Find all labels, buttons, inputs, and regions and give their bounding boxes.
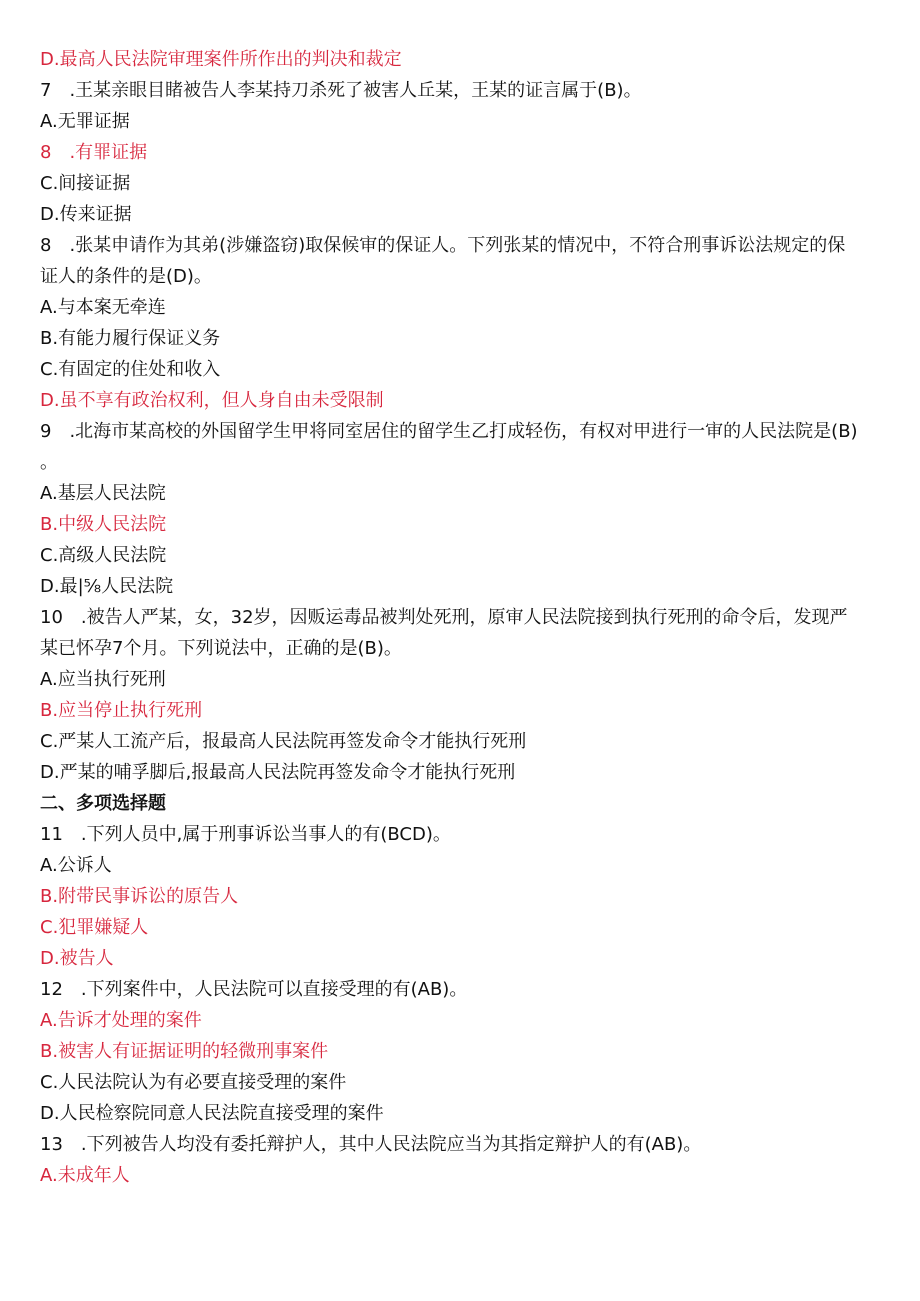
text-line: 7 .王某亲眼目睹被告人李某持刀杀死了被害人丘某，王某的证言属于(B)。 xyxy=(40,80,642,101)
document-page xyxy=(40,44,880,1191)
answer-line: C.犯罪嫌疑人 xyxy=(40,917,149,938)
text-line: C.有固定的住处和收入 xyxy=(40,359,221,380)
text-line: 11 .下列人员中,属于刑事诉讼当事人的有(BCD)。 xyxy=(40,824,451,845)
text-line: C.间接证据 xyxy=(40,173,131,194)
text-line: A.公诉人 xyxy=(40,855,112,876)
answer-line: B.附带民事诉讼的原告人 xyxy=(40,886,239,907)
text-line: A.与本案无牵连 xyxy=(40,297,166,318)
answer-line: A.未成年人 xyxy=(40,1165,130,1186)
text-line: C.高级人民法院 xyxy=(40,545,167,566)
answer-line: D.被告人 xyxy=(40,948,114,969)
answer-line: B.被害人有证据证明的轻微刑事案件 xyxy=(40,1041,329,1062)
answer-line: D.虽不享有政治权利，但人身自由未受限制 xyxy=(40,390,384,411)
answer-line: 8 .有罪证据 xyxy=(40,142,148,163)
text-line: D.传来证据 xyxy=(40,204,132,225)
text-line: D.严某的哺孚脚后,报最高人民法院再签发命令才能执行死刑 xyxy=(40,762,516,783)
text-line: 13 .下列被告人均没有委托辩护人，其中人民法院应当为其指定辩护人的有(AB)。 xyxy=(40,1134,702,1155)
text-line: 9 .北海市某高校的外国留学生甲将同室居住的留学生乙打成轻伤，有权对甲进行一审的人民法院是(B) xyxy=(40,421,858,442)
answer-line: B.应当停止执行死刑 xyxy=(40,700,203,721)
text-line: 。 xyxy=(40,452,58,473)
text-line: A.应当执行死刑 xyxy=(40,669,166,690)
answer-line: A.告诉才处理的案件 xyxy=(40,1010,202,1031)
text-line: 证人的条件的是(D)。 xyxy=(40,266,212,287)
text-line: D.人民检察院同意人民法院直接受理的案件 xyxy=(40,1103,384,1124)
text-line: C.人民法院认为有必要直接受理的案件 xyxy=(40,1072,347,1093)
text-line: D.最|⅝人民法院 xyxy=(40,576,174,597)
text-line: 某已怀孕7个月。下列说法中，正确的是(B)。 xyxy=(40,638,402,659)
section-heading: 二、多项选择题 xyxy=(40,793,166,814)
text-line: A.基层人民法院 xyxy=(40,483,166,504)
text-line: 12 .下列案件中，人民法院可以直接受理的有(AB)。 xyxy=(40,979,468,1000)
answer-line: D.最高人民法院审理案件所作出的判决和裁定 xyxy=(40,49,402,70)
text-line: 8 .张某申请作为其弟(涉嫌盗窃)取保候审的保证人。下列张某的情况中，不符合刑事诉讼法规定的保 xyxy=(40,235,846,256)
text-line: A.无罪证据 xyxy=(40,111,130,132)
text-line: B.有能力履行保证义务 xyxy=(40,328,221,349)
text-line: C.严某人工流产后，报最高人民法院再签发命令才能执行死刑 xyxy=(40,731,527,752)
answer-line: B.中级人民法院 xyxy=(40,514,167,535)
text-line: 10 .被告人严某，女，32岁，因贩运毒品被判处死刑，原审人民法院接到执行死刑的命令后，发现严 xyxy=(40,607,848,628)
